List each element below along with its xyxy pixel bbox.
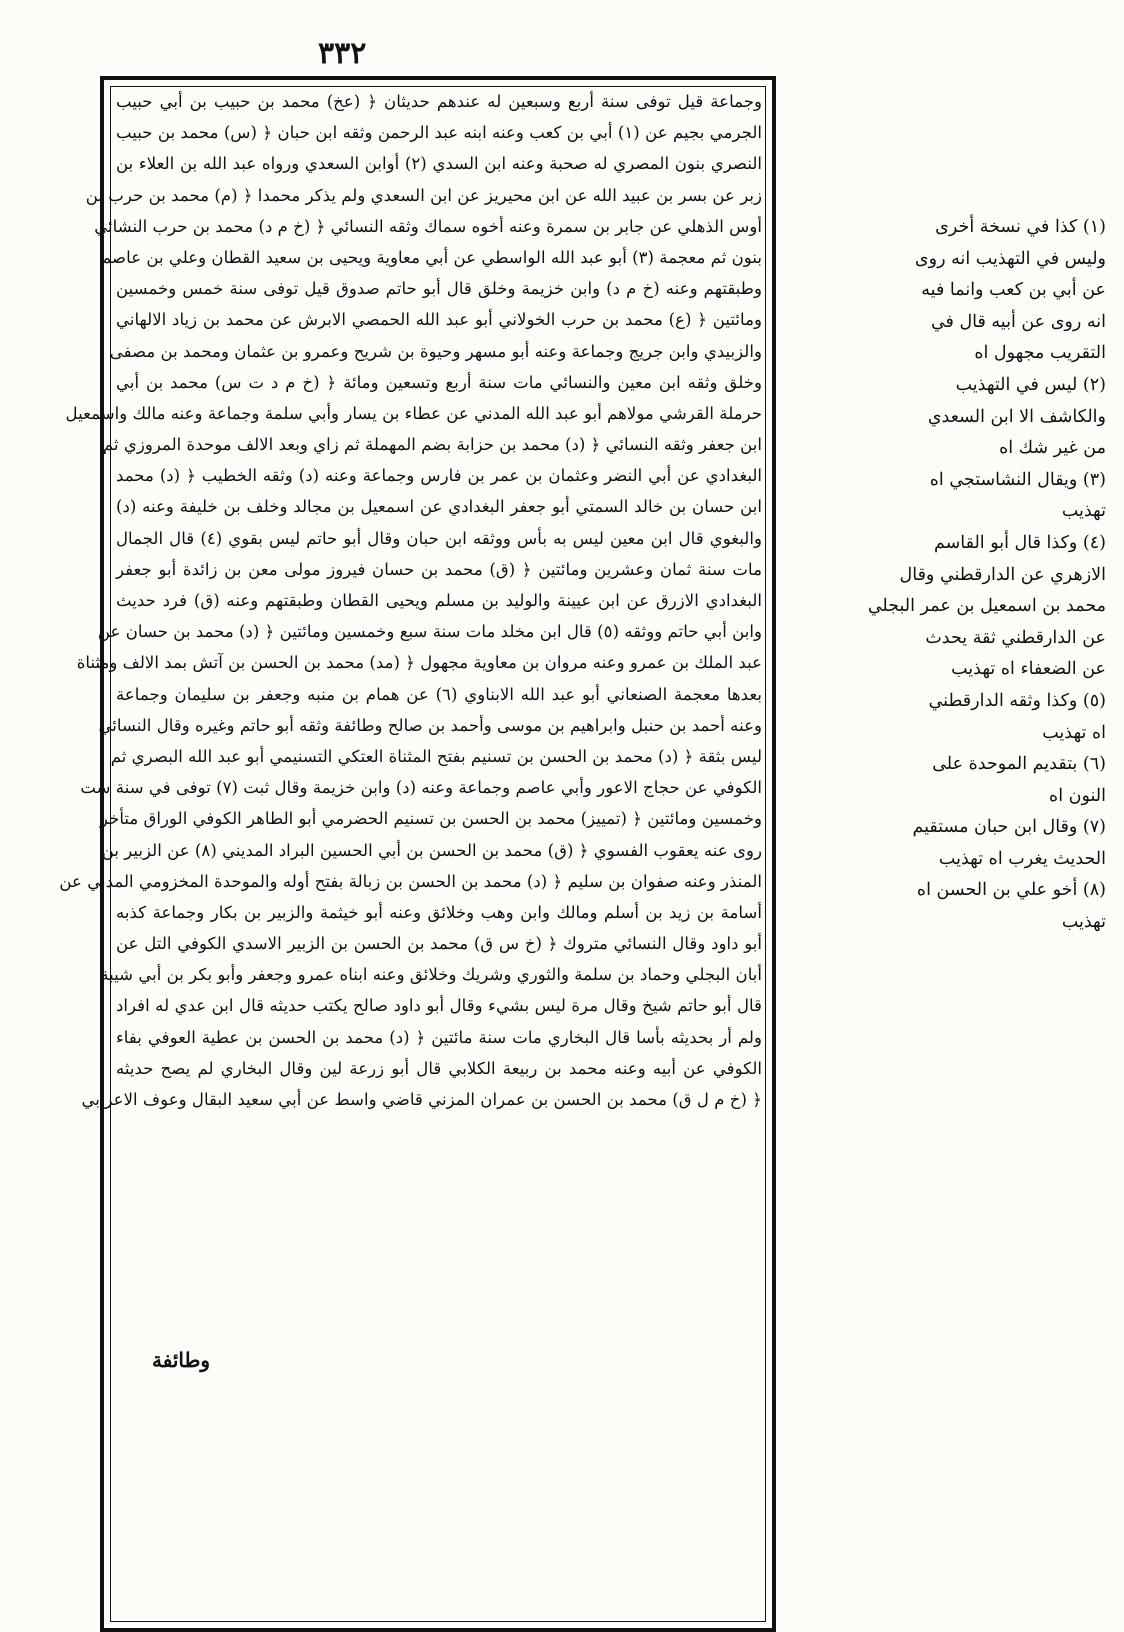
margin-note-line: (٣) ويقال النشاستجي اه bbox=[929, 469, 1106, 490]
main-text-line: ابن حسان بن خالد السمتي أبو جعفر البغدادي عن اسمعيل بن مجالد وخلف بن خليفة وعنه (د) bbox=[116, 497, 762, 517]
main-text-line: وعنه أحمد بن حنبل وابراهيم بن موسى وأحمد بن صالح وطائفة وثقه أبو حاتم وغيره وقال النسائي bbox=[98, 715, 762, 735]
margin-note-line: اه تهذيب bbox=[1042, 722, 1106, 743]
main-text-line: والزبيدي وابن جريج وجماعة وعنه أبو مسهر وحيوة بن شريح وعمرو بن عثمان ومحمد بن مصفى bbox=[109, 341, 762, 361]
margin-note-line: (٧) وقال ابن حبان مستقيم bbox=[912, 817, 1106, 838]
margin-notes bbox=[796, 212, 1106, 939]
main-text-line: ﴿ (خ م ل ق) محمد بن الحسن بن عمران المزني قاضي واسط عن أبي سعيد البقال وعوف الاعرابي bbox=[81, 1090, 762, 1109]
margin-note-line: من غير شك اه bbox=[999, 438, 1106, 459]
main-text-block bbox=[59, 86, 762, 1616]
main-text-line: ابن جعفر وثقه النسائي ﴿ (د) محمد بن حزابة بضم المهملة ثم زاي وبعد الالف موحدة المروزي ثم bbox=[102, 435, 762, 455]
main-text-line: المنذر وعنه صفوان بن سليم ﴿ (د) محمد بن الحسن بن زبالة بفتح أوله والموحدة المخزومي المدني عن bbox=[59, 871, 762, 891]
margin-note-line: (٥) وكذا وثقه الدارقطني bbox=[928, 690, 1106, 711]
margin-note-line: عن الضعفاء اه تهذيب bbox=[951, 659, 1106, 680]
main-text-line: ليس بثقة ﴿ (د) محمد بن الحسن بن تسنيم بفتح المثناة العتكي التسنيمي أبو عبد الله البصري ثم bbox=[110, 746, 762, 766]
margin-note-line: تهذيب bbox=[1061, 501, 1106, 522]
main-text-line: أبان البجلي وحماد بن سلمة والثوري وشريك وخلائق وعنه ابناه عمرو وجعفر وأبو بكر بن أبي شيبة bbox=[100, 965, 762, 985]
main-text-line: أبو داود وقال النسائي متروك ﴿ (خ س ق) محمد بن الحسن بن الزبير الاسدي الكوفي التل عن bbox=[116, 934, 762, 954]
main-text-line: بعدها معجمة الصنعاني أبو عبد الله الابناوي (٦) عن همام بن منبه وجعفر بن سليمان وجماعة bbox=[116, 684, 762, 704]
margin-note-line: عن أبي بن كعب وانما فيه bbox=[921, 280, 1106, 301]
margin-note-line: التقريب مجهول اه bbox=[974, 343, 1106, 364]
main-text-line: ومائتين ﴿ (ع) محمد بن حرب الخولاني أبو عبد الله الحمصي الابرش عن محمد بن زياد الالهاني bbox=[116, 310, 762, 330]
main-text-line: حرملة القرشي مولاهم أبو عبد الله المدني عن عطاء بن يسار وأبي سلمة وجماعة وعنه مالك واسمعيل bbox=[65, 403, 762, 423]
main-text-line: عبد الملك بن عمرو وعنه مروان بن معاوية مجهول ﴿ (مد) محمد بن الحسن بن آتش بمد الالف ومثناة bbox=[76, 653, 762, 673]
margin-note-line: (٢) ليس في التهذيب bbox=[955, 374, 1106, 395]
page-number: ٣٣٢ bbox=[318, 36, 367, 71]
margin-note-line: (٤) وكذا قال أبو القاسم bbox=[933, 532, 1106, 553]
main-text-line: البغدادي عن أبي النضر وعثمان بن عمر بن فارس وجماعة وعنه (د) وثقه الخطيب ﴿ (د) محمد bbox=[116, 466, 762, 486]
margin-note-line: الحديث يغرب اه تهذيب bbox=[938, 848, 1106, 869]
margin-note-line: والكاشف الا ابن السعدي bbox=[927, 406, 1106, 427]
catchword: وطائفة bbox=[152, 1348, 211, 1372]
margin-note-line: النون اه bbox=[1049, 785, 1106, 806]
margin-note-line: عن الدارقطني ثقة يحدث bbox=[925, 627, 1106, 648]
main-text-line: البغدادي الازرق عن ابن عيينة والوليد بن مسلم ويحيى القطان وطبقتهم وعنه (ق) فرد حديث bbox=[116, 591, 762, 610]
main-text-line: زبر عن بسر بن عبيد الله عن ابن محيريز عن ابن السعدي ولم يذكر محمدا ﴿ (م) محمد بن حرب بن bbox=[85, 185, 762, 205]
main-text-line: الكوفي عن أبيه وعنه محمد بن ربيعة الكلابي قال أبو زرعة لين وقال البخاري لم يصح حديثه bbox=[116, 1058, 762, 1078]
margin-note-line: (١) كذا في نسخة أخرى bbox=[935, 217, 1106, 237]
main-text-line: وجماعة قيل توفى سنة أربع وسبعين له عندهم حديثان ﴿ (عخ) محمد بن حبيب بن أبي حبيب bbox=[116, 92, 762, 111]
margin-note-line: وليس في التهذيب انه روى bbox=[914, 248, 1106, 269]
main-text-line: الكوفي عن حجاج الاعور وأبي عاصم وجماعة وعنه (د) وابن خزيمة وقال ثبت (٧) توفى في سنة ست bbox=[80, 778, 762, 798]
main-text-line: والبغوي قال ابن معين ليس به بأس ووثقه ابن حبان وقال أبو حاتم ليس بقوي (٤) قال الجمال bbox=[116, 528, 762, 548]
margin-note-line: انه روى عن أبيه قال في bbox=[930, 311, 1106, 332]
main-text-line: وخمسين ومائتين ﴿ (تمييز) محمد بن الحسن بن تسنيم الحضرمي أبو الطاهر الكوفي الوراق متأخر bbox=[99, 809, 762, 829]
main-text-line: روى عنه يعقوب الفسوي ﴿ (ق) محمد بن الحسن بن أبي الحسين البراد المديني (٨) عن الزبير بن bbox=[101, 840, 762, 860]
main-text-line: قال أبو حاتم شيخ وقال مرة ليس بشيء وقال أبو داود صالح يكتب حديثه قال ابن عدي له افراد bbox=[116, 996, 762, 1016]
margin-note-line: (٦) بتقديم الموحدة على bbox=[932, 754, 1106, 775]
main-text-line: وخلق وثقه ابن معين والنسائي مات سنة أربع وتسعين ومائة ﴿ (خ م د ت س) محمد بن أبي bbox=[116, 372, 762, 392]
main-text-line: بنون ثم معجمة (٣) أبو عبد الله الواسطي عن أبي معاوية ويحيى بن سعيد القطان وعلي بن عاصم bbox=[101, 247, 762, 267]
main-text-line: مات سنة ثمان وعشرين ومائتين ﴿ (ق) محمد بن حسان فيروز مولى معن بن زائدة أبو جعفر bbox=[116, 559, 762, 579]
main-text-line: النصري بنون المصري له صحبة وعنه ابن السدي (٢) أوابن السعدي ورواه عبد الله بن العلاء بن bbox=[116, 154, 762, 174]
margin-note-line: تهذيب bbox=[1061, 912, 1106, 933]
margin-note-line: الازهري عن الدارقطني وقال bbox=[899, 564, 1106, 585]
margin-note-line: (٨) أخو علي بن الحسن اه bbox=[916, 880, 1106, 901]
main-text-line: الجرمي بجيم عن (١) أبي بن كعب وعنه ابنه عبد الرحمن وثقه ابن حبان ﴿ (س) محمد بن حبيب bbox=[116, 123, 762, 143]
main-text-line: وابن أبي حاتم ووثقه (٥) قال ابن مخلد مات سنة سبع وخمسين ومائتين ﴿ (د) محمد بن حسان عن bbox=[97, 622, 762, 642]
margin-note-line: محمد بن اسمعيل بن عمر البجلي bbox=[867, 596, 1106, 617]
main-text-line: وطبقتهم وعنه (خ م د) وابن خزيمة وخلق قال أبو حاتم صدوق قيل توفى سنة خمس وخمسين bbox=[116, 279, 762, 299]
main-text-line: ولم أر بحديثه بأسا قال البخاري مات سنة مائتين ﴿ (د) محمد بن الحسن بن عطية العوفي بفاء bbox=[116, 1027, 762, 1047]
main-text-line: أسامة بن زيد بن أسلم ومالك وابن وهب وخلائق وعنه أبو خيثمة والزبير بن بكار وجماعة كذبه bbox=[116, 902, 762, 922]
main-text-line: أوس الذهلي عن جابر بن سمرة وعنه أخوه سماك وثقه النسائي ﴿ (خ م د) محمد بن حرب النشائي bbox=[94, 216, 762, 236]
